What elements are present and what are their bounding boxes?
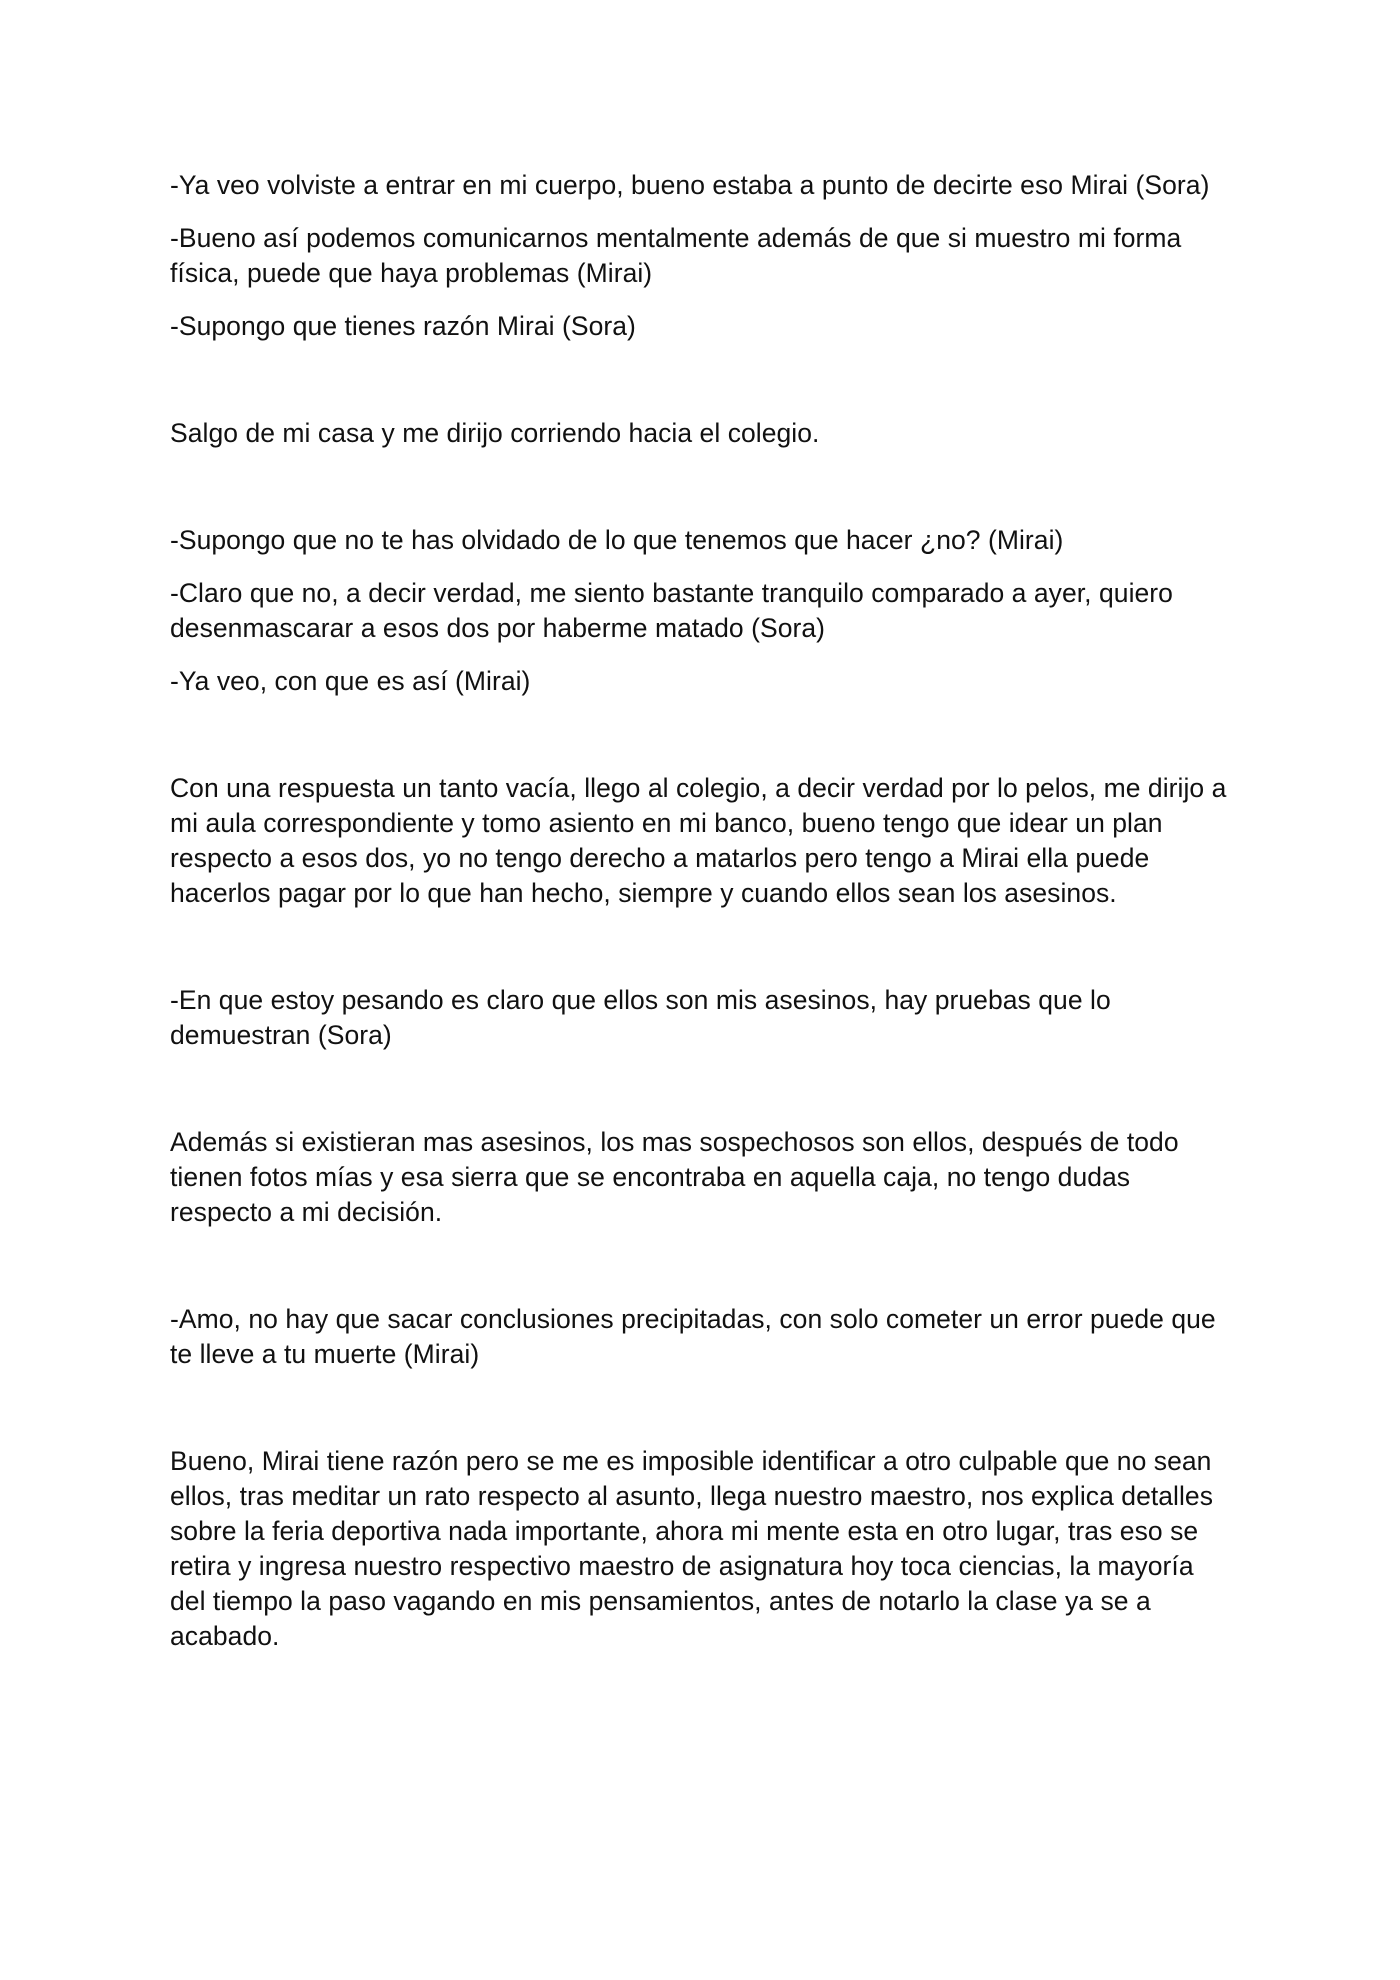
narration-paragraph: Bueno, Mirai tiene razón pero se me es imposible identificar a otro culpable que no sean ellos, tras meditar un rato respecto al asunto, llega nuestro maestro, nos explica detalles sobre la feria deportiva nada importante, ahora mi mente esta en otro lugar, tras eso se retira y ingresa nuestro respectivo maestro de asignatura hoy toca ciencias, la mayoría del tiempo la paso vagando en mis pensamientos, antes de notarlo la clase ya se a acabado. [170,1446,1214,1651]
narration-paragraph: Con una respuesta un tanto vacía, llego al colegio, a decir verdad por lo pelos, me dirijo a mi aula correspondiente y tomo asiento en mi banco, bueno tengo que idear un plan respecto a esos dos, yo no tengo derecho a matarlos pero tengo a Mirai ella puede hacerlos pagar por lo que han hecho, siempre y cuando ellos sean los asesinos. [170,773,1227,908]
document-page [170,168,1230,1654]
dialogue-line: -Bueno así podemos comunicarnos mentalmente además de que si muestro mi forma física, puede que haya problemas (Mirai) [170,223,1182,288]
dialogue-line: -Claro que no, a decir verdad, me siento bastante tranquilo comparado a ayer, quiero desenmascarar a esos dos por haberme matado (Sora) [170,578,1173,643]
dialogue-line: -Amo, no hay que sacar conclusiones precipitadas, con solo cometer un error puede que te lleve a tu muerte (Mirai) [170,1304,1216,1369]
narration-paragraph: Además si existieran mas asesinos, los mas sospechosos son ellos, después de todo tienen fotos mías y esa sierra que se encontraba en aquella caja, no tengo dudas respecto a mi decisión. [170,1127,1179,1227]
narration-paragraph: Salgo de mi casa y me dirijo corriendo hacia el colegio. [170,418,820,448]
dialogue-line: -En que estoy pesando es claro que ellos son mis asesinos, hay pruebas que lo demuestran (Sora) [170,985,1111,1050]
dialogue-line: -Supongo que no te has olvidado de lo que tenemos que hacer ¿no? (Mirai) [170,525,1064,555]
dialogue-line: -Supongo que tienes razón Mirai (Sora) [170,311,636,341]
dialogue-line: -Ya veo volviste a entrar en mi cuerpo, bueno estaba a punto de decirte eso Mirai (Sora) [170,170,1210,200]
dialogue-line: -Ya veo, con que es así (Mirai) [170,666,531,696]
